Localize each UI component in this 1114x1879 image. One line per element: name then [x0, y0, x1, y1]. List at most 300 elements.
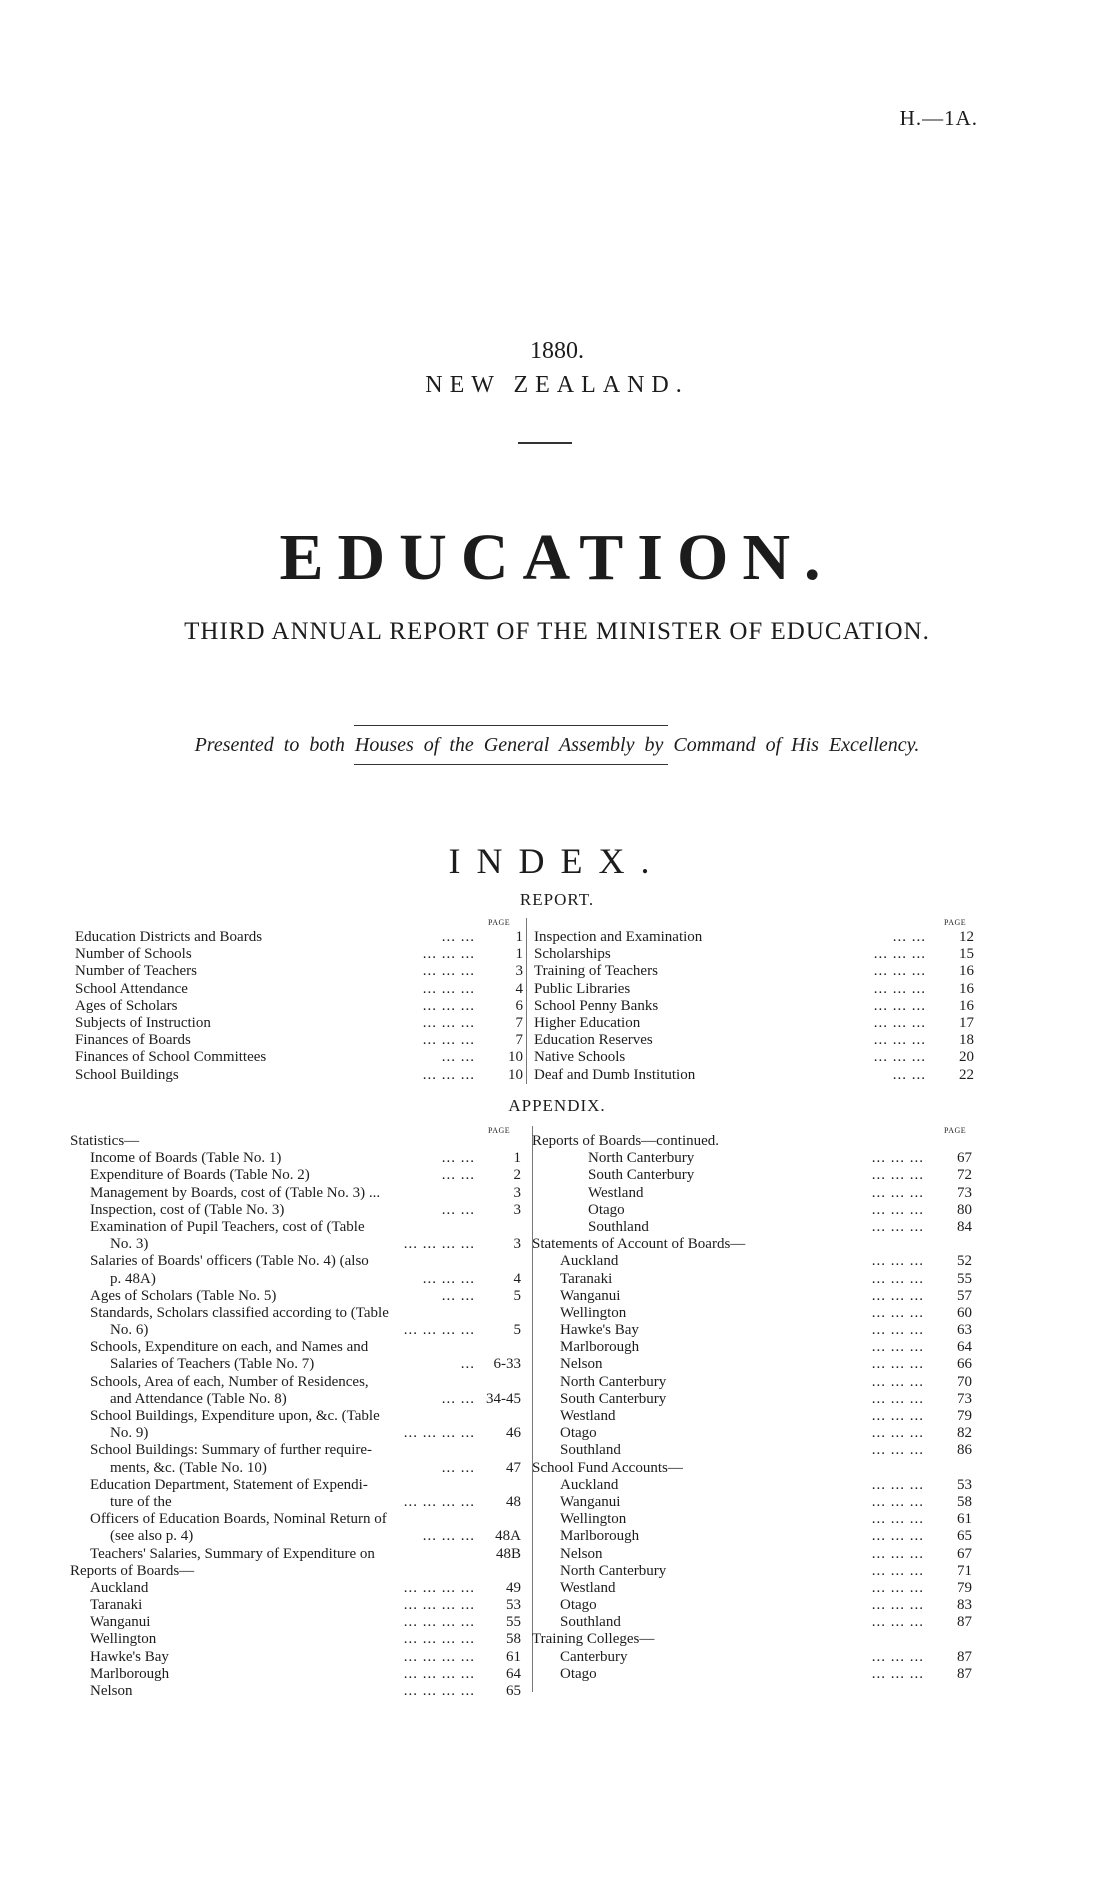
entry-leader-dots: ... ... ...: [873, 963, 926, 980]
report-heading: REPORT.: [519, 890, 595, 909]
entry-page-number: 48B: [495, 1545, 521, 1562]
entry-label: Reports of Boards—continued.: [532, 1133, 720, 1149]
entry-label: Canterbury: [560, 1648, 628, 1665]
index-entry: [534, 1049, 974, 1066]
index-entry: [532, 1374, 972, 1391]
entry-page-number: 52: [957, 1253, 972, 1270]
entry-leader-dots: ... ... ...: [871, 1201, 924, 1218]
entry-leader-dots: ... ... ...: [871, 1167, 924, 1184]
entry-leader-dots: ... ...: [441, 1287, 475, 1304]
entry-leader-dots: ... ... ...: [422, 1066, 475, 1083]
entry-page-number: 67: [957, 1150, 972, 1167]
index-entry: [70, 1563, 525, 1580]
entry-label: Southland: [560, 1614, 621, 1631]
entry-leader-dots: ... ... ...: [873, 1049, 926, 1066]
entry-page-number: 17: [959, 1014, 974, 1031]
entry-label: Otago: [560, 1425, 597, 1442]
entry-label: Marlborough: [560, 1339, 640, 1356]
entry-page-number: 7: [515, 1014, 523, 1031]
entry-page-number: 70: [957, 1373, 972, 1390]
index-entry: [532, 1546, 972, 1563]
entry-page-number: 22: [959, 1066, 974, 1083]
entry-label: Teachers' Salaries, Summary of Expenditure on: [90, 1545, 375, 1562]
index-entry: [70, 1150, 525, 1167]
entry-label: Southland: [588, 1218, 649, 1235]
report-column-divider: [526, 918, 527, 1084]
index-entry: [532, 1597, 972, 1614]
entry-page-number: 64: [957, 1339, 972, 1356]
index-entry: [70, 1167, 525, 1184]
index-entry: [70, 1202, 525, 1219]
entry-page-number: 16: [959, 997, 974, 1014]
entry-page-number: 18: [959, 1032, 974, 1049]
index-entry: [532, 1408, 972, 1425]
entry-leader-dots: ... ... ...: [422, 997, 475, 1014]
index-entry: [70, 1614, 525, 1631]
entry-label: North Canterbury: [560, 1373, 667, 1390]
entry-leader-dots: ... ...: [441, 1150, 475, 1167]
index-entry: [75, 929, 523, 946]
entry-page-number: 63: [957, 1322, 972, 1339]
entry-label: Officers of Education Boards, Nominal Return of: [90, 1511, 387, 1528]
entry-leader-dots: ... ... ... ...: [403, 1597, 475, 1614]
entry-page-number: 4: [513, 1270, 521, 1287]
entry-leader-dots: ... ... ... ...: [403, 1648, 475, 1665]
entry-label: Otago: [560, 1597, 597, 1614]
entry-label: Inspection, cost of (Table No. 3): [90, 1201, 285, 1218]
index-entry: [70, 1391, 525, 1408]
index-entry: [70, 1460, 525, 1477]
entry-leader-dots: ... ... ...: [871, 1322, 924, 1339]
index-entry: [70, 1271, 525, 1288]
index-entry: [532, 1150, 972, 1167]
entry-leader-dots: ... ... ... ...: [403, 1236, 475, 1253]
index-entry: [534, 929, 974, 946]
index-entry: [534, 963, 974, 980]
entry-page-number: 12: [959, 929, 974, 945]
entry-page-number: 84: [957, 1218, 972, 1235]
entry-page-number: 57: [957, 1287, 972, 1304]
entry-label: (see also p. 4): [110, 1528, 194, 1545]
entry-leader-dots: ... ... ...: [871, 1476, 924, 1493]
entry-page-number: 55: [957, 1270, 972, 1287]
entry-page-number: 48: [506, 1493, 521, 1510]
entry-page-number: 20: [959, 1049, 974, 1066]
index-entry: [532, 1460, 972, 1477]
index-entry: [70, 1374, 525, 1391]
entry-leader-dots: ... ... ... ...: [403, 1631, 475, 1648]
entry-label: Expenditure of Boards (Table No. 2): [90, 1167, 310, 1184]
index-entry: [75, 981, 523, 998]
index-entry: [534, 1015, 974, 1032]
entry-page-number: 1: [515, 929, 523, 945]
entry-page-number: 3: [513, 1184, 521, 1201]
index-entry: [532, 1631, 972, 1648]
index-entry: [534, 981, 974, 998]
entry-label: School Attendance: [75, 980, 188, 997]
entry-label: Otago: [560, 1665, 597, 1682]
short-divider: [518, 442, 572, 444]
entry-page-number: 82: [957, 1425, 972, 1442]
entry-label: Ages of Scholars (Table No. 5): [90, 1287, 277, 1304]
entry-leader-dots: ... ... ...: [422, 1032, 475, 1049]
index-entry: [75, 998, 523, 1015]
entry-label: and Attendance (Table No. 8): [110, 1390, 287, 1407]
index-entry: [70, 1305, 525, 1322]
entry-leader-dots: ... ... ...: [871, 1614, 924, 1631]
entry-label: Wanganui: [560, 1287, 621, 1304]
entry-page-number: 53: [957, 1476, 972, 1493]
entry-label: No. 6): [110, 1322, 149, 1339]
entry-leader-dots: ... ... ...: [873, 980, 926, 997]
entry-label: Westland: [588, 1184, 644, 1201]
index-entry: [532, 1253, 972, 1270]
entry-label: Reports of Boards—: [70, 1562, 195, 1579]
index-entry: [532, 1305, 972, 1322]
entry-label: Ages of Scholars: [75, 997, 178, 1014]
entry-leader-dots: ... ... ...: [422, 980, 475, 997]
entry-leader-dots: ... ... ...: [871, 1597, 924, 1614]
page-reference: H.—1A.: [899, 106, 978, 130]
entry-leader-dots: ... ... ...: [873, 1032, 926, 1049]
entry-leader-dots: ... ... ...: [871, 1150, 924, 1167]
entry-page-number: 6: [515, 997, 523, 1014]
index-entry: [532, 1271, 972, 1288]
entry-leader-dots: ... ... ...: [422, 1528, 475, 1545]
entry-label: North Canterbury: [560, 1562, 667, 1579]
entry-label: Marlborough: [560, 1528, 640, 1545]
entry-leader-dots: ... ... ...: [871, 1339, 924, 1356]
entry-page-number: 16: [959, 963, 974, 980]
entry-page-number: 87: [957, 1665, 972, 1682]
entry-label: Statistics—: [70, 1133, 140, 1149]
index-entry: [532, 1133, 972, 1150]
index-entry: [70, 1546, 525, 1563]
entry-page-number: 2: [513, 1167, 521, 1184]
entry-label: Otago: [588, 1201, 625, 1218]
document-subtitle: THIRD ANNUAL REPORT OF THE MINISTER OF EDUCATION.: [184, 618, 930, 645]
entry-label: Hawke's Bay: [560, 1322, 639, 1339]
entry-leader-dots: ... ... ...: [871, 1511, 924, 1528]
entry-leader-dots: ... ... ...: [871, 1545, 924, 1562]
entry-page-number: 5: [513, 1322, 521, 1339]
index-title: INDEX.: [448, 841, 666, 881]
index-entry: [70, 1356, 525, 1373]
entry-label: Auckland: [90, 1579, 149, 1596]
entry-label: North Canterbury: [588, 1150, 695, 1167]
entry-page-number: 3: [513, 1201, 521, 1218]
entry-label: Standards, Scholars classified according to (Table: [90, 1304, 389, 1321]
entry-label: Finances of School Committees: [75, 1049, 267, 1066]
appendix-right-list: [532, 1133, 972, 1683]
index-entry: [532, 1185, 972, 1202]
entry-label: p. 48A): [110, 1270, 156, 1287]
entry-label: Wanganui: [90, 1614, 151, 1631]
entry-leader-dots: ... ...: [892, 929, 926, 945]
entry-leader-dots: ... ... ... ...: [403, 1665, 475, 1682]
entry-page-number: 10: [508, 1066, 523, 1083]
entry-leader-dots: ... ...: [441, 1167, 475, 1184]
entry-label: Number of Teachers: [75, 963, 197, 980]
entry-label: Public Libraries: [534, 980, 631, 997]
index-entry: [75, 963, 523, 980]
entry-leader-dots: ... ... ...: [422, 963, 475, 980]
entry-page-number: 10: [508, 1049, 523, 1066]
index-entry: [75, 1015, 523, 1032]
index-entry: [75, 946, 523, 963]
entry-label: Southland: [560, 1442, 621, 1459]
report-right-list: [534, 929, 974, 1084]
entry-page-number: 3: [513, 1236, 521, 1253]
index-entry: [75, 1032, 523, 1049]
entry-label: Training of Teachers: [534, 963, 658, 980]
entry-label: Auckland: [560, 1476, 619, 1493]
index-entry: [532, 1236, 972, 1253]
entry-page-number: 55: [506, 1614, 521, 1631]
entry-label: No. 3): [110, 1236, 149, 1253]
entry-leader-dots: ... ... ...: [871, 1218, 924, 1235]
entry-leader-dots: ... ... ... ...: [403, 1683, 475, 1699]
report-left-page-header: PAGE: [488, 918, 511, 927]
index-entry: [70, 1597, 525, 1614]
entry-page-number: 16: [959, 980, 974, 997]
document-title: EDUCATION.: [279, 521, 835, 594]
index-entry: [70, 1219, 525, 1236]
index-entry: [532, 1356, 972, 1373]
entry-label: Education Reserves: [534, 1032, 653, 1049]
entry-leader-dots: ... ... ...: [873, 946, 926, 963]
index-entry: [70, 1494, 525, 1511]
entry-label: Taranaki: [560, 1270, 613, 1287]
index-entry: [70, 1185, 525, 1202]
entry-label: Nelson: [560, 1545, 603, 1562]
index-entry: [70, 1442, 525, 1459]
entry-page-number: 46: [506, 1425, 521, 1442]
index-entry: [532, 1666, 972, 1683]
index-entry: [532, 1425, 972, 1442]
appendix-right-page-header: PAGE: [944, 1126, 967, 1135]
entry-leader-dots: ... ...: [441, 929, 475, 945]
entry-page-number: 3: [515, 963, 523, 980]
index-entry: [70, 1133, 525, 1150]
index-entry: [534, 998, 974, 1015]
entry-label: Native Schools: [534, 1049, 626, 1066]
entry-leader-dots: ... ... ...: [422, 1014, 475, 1031]
entry-label: Wellington: [560, 1511, 627, 1528]
presented-line: Presented to both Houses of the General Assembly by Command of His Excellency.: [194, 734, 920, 756]
entry-label: Auckland: [560, 1253, 619, 1270]
entry-label: Higher Education: [534, 1014, 641, 1031]
index-entry: [70, 1425, 525, 1442]
report-left-list: [75, 929, 523, 1084]
entry-leader-dots: ... ... ... ...: [403, 1322, 475, 1339]
entry-page-number: 86: [957, 1442, 972, 1459]
entry-leader-dots: ... ...: [441, 1201, 475, 1218]
entry-leader-dots: ... ... ...: [871, 1493, 924, 1510]
entry-leader-dots: ... ... ...: [871, 1390, 924, 1407]
entry-label: Statements of Account of Boards—: [532, 1236, 746, 1253]
entry-label: Wellington: [560, 1304, 627, 1321]
entry-label: ments, &c. (Table No. 10): [110, 1459, 267, 1476]
entry-leader-dots: ... ... ...: [873, 997, 926, 1014]
entry-page-number: 73: [957, 1184, 972, 1201]
entry-leader-dots: ... ... ...: [422, 946, 475, 963]
entry-label: Schools, Expenditure on each, and Names and: [90, 1339, 369, 1356]
entry-page-number: 1: [513, 1150, 521, 1167]
entry-leader-dots: ... ... ...: [871, 1562, 924, 1579]
entry-leader-dots: ... ...: [892, 1066, 926, 1083]
entry-label: ture of the: [110, 1493, 172, 1510]
appendix-left-page-header: PAGE: [488, 1126, 511, 1135]
entry-page-number: 79: [957, 1579, 972, 1596]
entry-label: Number of Schools: [75, 946, 192, 963]
entry-label: Nelson: [560, 1356, 603, 1373]
entry-label: Training Colleges—: [532, 1631, 655, 1648]
index-entry: [534, 1032, 974, 1049]
entry-page-number: 80: [957, 1201, 972, 1218]
entry-page-number: 61: [506, 1648, 521, 1665]
index-entry: [70, 1339, 525, 1356]
divider-top: [354, 725, 668, 726]
entry-leader-dots: ... ... ...: [871, 1287, 924, 1304]
index-entry: [70, 1666, 525, 1683]
entry-leader-dots: ... ... ...: [422, 1270, 475, 1287]
entry-leader-dots: ...: [460, 1356, 475, 1373]
entry-page-number: 1: [515, 946, 523, 963]
entry-label: Hawke's Bay: [90, 1648, 169, 1665]
index-entry: [70, 1253, 525, 1270]
index-entry: [75, 1067, 523, 1084]
entry-leader-dots: ... ... ...: [871, 1184, 924, 1201]
entry-page-number: 7: [515, 1032, 523, 1049]
entry-page-number: 79: [957, 1408, 972, 1424]
index-entry: [532, 1563, 972, 1580]
entry-page-number: 60: [957, 1304, 972, 1321]
entry-leader-dots: ... ... ...: [871, 1356, 924, 1373]
entry-label: Management by Boards, cost of (Table No. 3) ...: [90, 1184, 381, 1201]
entry-label: Inspection and Examination: [534, 929, 703, 945]
entry-page-number: 71: [957, 1562, 972, 1579]
index-entry: [70, 1408, 525, 1425]
index-entry: [532, 1614, 972, 1631]
entry-page-number: 61: [957, 1511, 972, 1528]
entry-leader-dots: ... ...: [441, 1459, 475, 1476]
index-entry: [532, 1511, 972, 1528]
entry-label: South Canterbury: [560, 1390, 667, 1407]
entry-label: Scholarships: [534, 946, 611, 963]
entry-leader-dots: ... ... ...: [871, 1425, 924, 1442]
entry-leader-dots: ... ...: [441, 1049, 475, 1066]
entry-page-number: 48A: [495, 1528, 521, 1545]
index-entry: [70, 1631, 525, 1648]
entry-leader-dots: ... ... ...: [871, 1648, 924, 1665]
index-entry: [534, 946, 974, 963]
entry-leader-dots: ... ... ...: [871, 1373, 924, 1390]
entry-label: Salaries of Boards' officers (Table No. 4) (also: [90, 1253, 369, 1270]
entry-label: Subjects of Instruction: [75, 1014, 211, 1031]
appendix-left-list: [70, 1133, 525, 1700]
entry-page-number: 4: [515, 980, 523, 997]
entry-page-number: 87: [957, 1614, 972, 1631]
entry-label: School Buildings, Expenditure upon, &c. (Table: [90, 1408, 380, 1424]
entry-leader-dots: ... ... ...: [871, 1665, 924, 1682]
entry-page-number: 83: [957, 1597, 972, 1614]
index-entry: [532, 1391, 972, 1408]
index-entry: [532, 1219, 972, 1236]
index-entry: [70, 1649, 525, 1666]
entry-label: Finances of Boards: [75, 1032, 191, 1049]
entry-page-number: 53: [506, 1597, 521, 1614]
entry-leader-dots: ... ... ...: [871, 1442, 924, 1459]
entry-page-number: 73: [957, 1390, 972, 1407]
index-entry: [532, 1649, 972, 1666]
year: 1880.: [530, 338, 584, 364]
index-entry: [70, 1511, 525, 1528]
entry-page-number: 34-45: [486, 1390, 521, 1407]
index-entry: [532, 1528, 972, 1545]
entry-label: Marlborough: [90, 1665, 170, 1682]
index-entry: [70, 1236, 525, 1253]
entry-leader-dots: ... ... ... ...: [403, 1425, 475, 1442]
index-entry: [532, 1477, 972, 1494]
entry-page-number: 87: [957, 1648, 972, 1665]
index-entry: [75, 1049, 523, 1066]
entry-label: Westland: [560, 1579, 616, 1596]
entry-label: School Buildings: Summary of further require-: [90, 1442, 373, 1459]
entry-label: Schools, Area of each, Number of Residences,: [90, 1373, 369, 1390]
entry-page-number: 6-33: [493, 1356, 521, 1373]
index-entry: [532, 1202, 972, 1219]
entry-page-number: 5: [513, 1287, 521, 1304]
index-entry: [532, 1322, 972, 1339]
entry-page-number: 64: [506, 1665, 521, 1682]
entry-label: No. 9): [110, 1425, 149, 1442]
entry-page-number: 66: [957, 1356, 972, 1373]
country: NEW ZEALAND.: [425, 372, 689, 398]
entry-page-number: 72: [957, 1167, 972, 1184]
index-entry: [532, 1339, 972, 1356]
entry-leader-dots: ... ... ...: [871, 1408, 924, 1424]
divider-bottom: [354, 764, 668, 765]
index-entry: [70, 1322, 525, 1339]
entry-leader-dots: ... ...: [441, 1390, 475, 1407]
index-entry: [532, 1494, 972, 1511]
entry-leader-dots: ... ... ...: [871, 1579, 924, 1596]
entry-leader-dots: ... ... ...: [871, 1270, 924, 1287]
entry-leader-dots: ... ... ... ...: [403, 1493, 475, 1510]
index-entry: [532, 1580, 972, 1597]
entry-page-number: 58: [506, 1631, 521, 1648]
appendix-heading: APPENDIX.: [508, 1096, 606, 1115]
entry-label: South Canterbury: [588, 1167, 695, 1184]
entry-label: School Penny Banks: [534, 997, 659, 1014]
entry-label: Deaf and Dumb Institution: [534, 1066, 696, 1083]
entry-page-number: 15: [959, 946, 974, 963]
entry-page-number: 65: [506, 1683, 521, 1699]
entry-label: Income of Boards (Table No. 1): [90, 1150, 282, 1167]
entry-leader-dots: ... ... ...: [871, 1528, 924, 1545]
index-entry: [70, 1477, 525, 1494]
entry-label: School Fund Accounts—: [532, 1459, 683, 1476]
index-entry: [70, 1580, 525, 1597]
entry-label: Nelson: [90, 1683, 133, 1699]
index-entry: [532, 1288, 972, 1305]
entry-label: Taranaki: [90, 1597, 143, 1614]
entry-leader-dots: ... ... ... ...: [403, 1579, 475, 1596]
entry-leader-dots: ... ... ...: [871, 1253, 924, 1270]
entry-leader-dots: ... ... ...: [873, 1014, 926, 1031]
entry-label: Wellington: [90, 1631, 157, 1648]
